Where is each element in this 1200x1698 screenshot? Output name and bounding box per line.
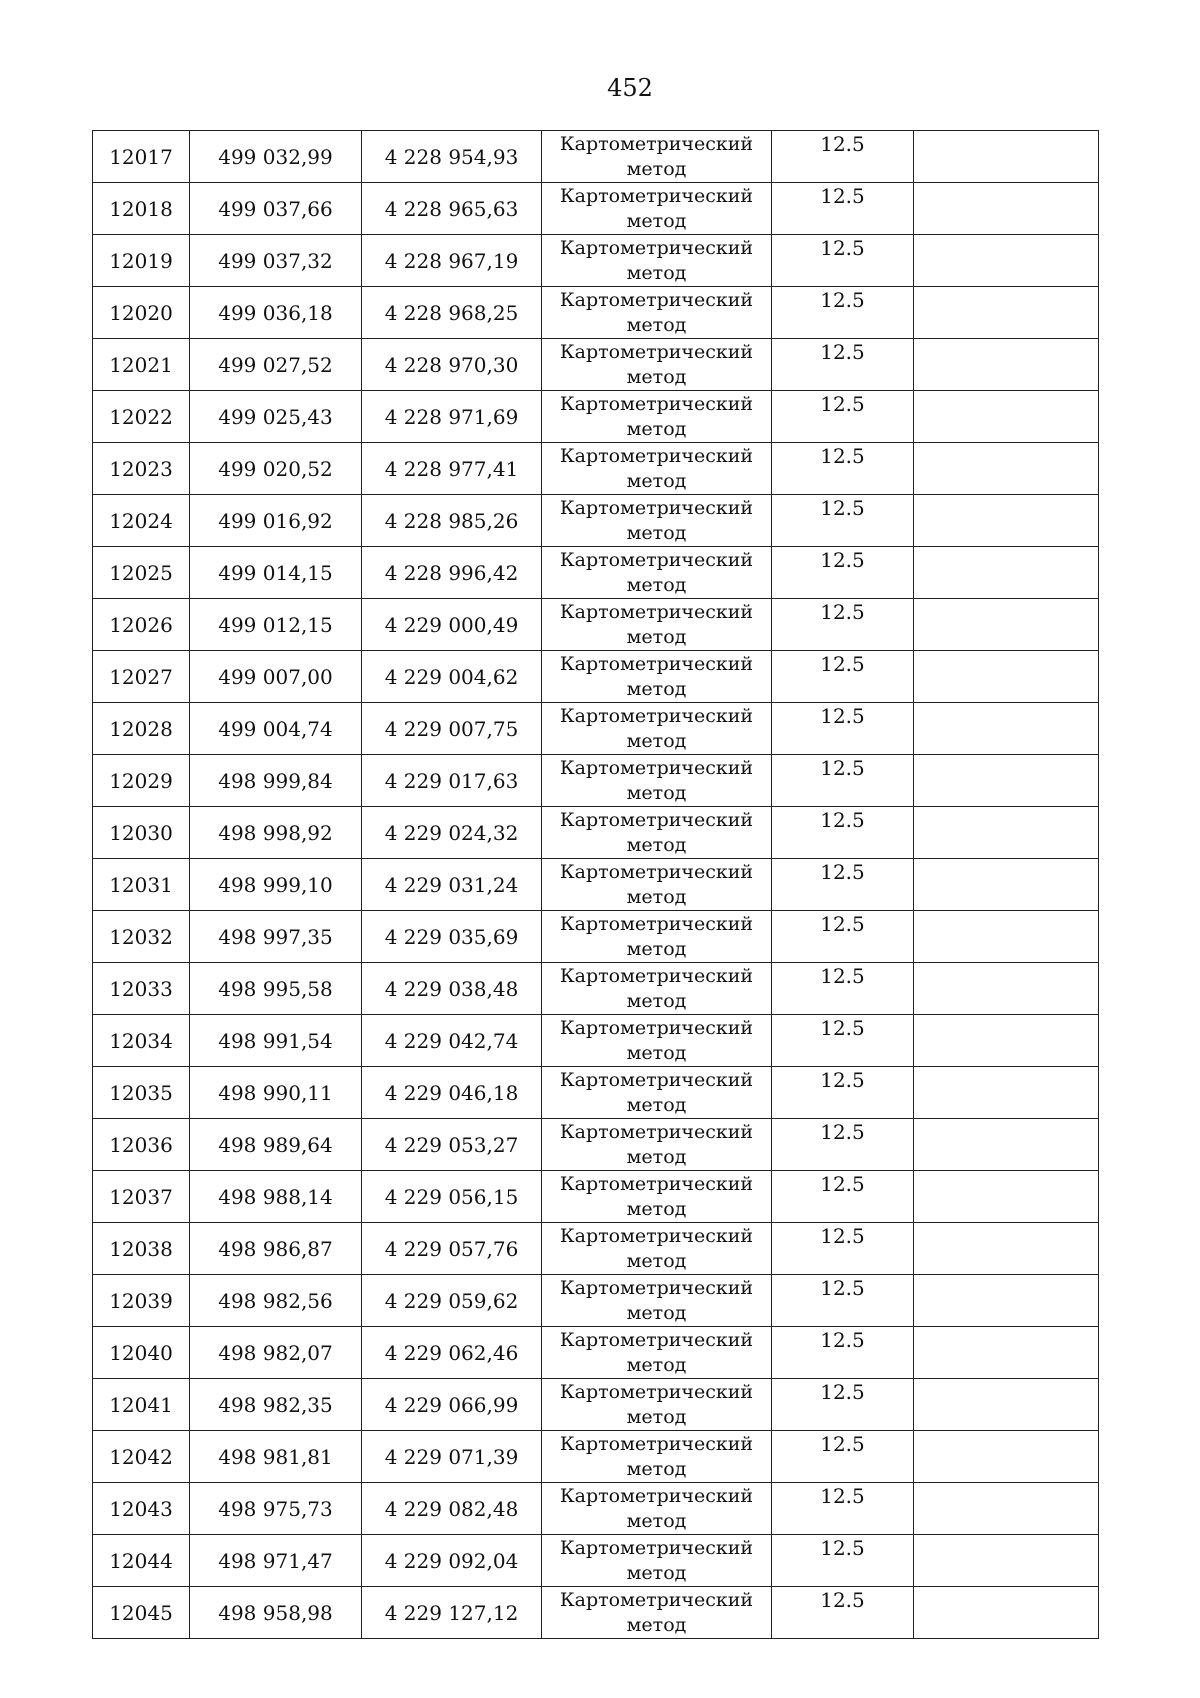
empty-cell	[914, 807, 1099, 859]
y-coordinate-cell: 4 229 066,99	[362, 1379, 542, 1431]
table-row	[93, 599, 1099, 651]
y-coordinate-cell: 4 229 038,48	[362, 963, 542, 1015]
point-id-cell: 12023	[93, 443, 190, 495]
x-coordinate-cell: 499 014,15	[190, 547, 362, 599]
y-coordinate-cell: 4 229 000,49	[362, 599, 542, 651]
empty-cell	[914, 443, 1099, 495]
method-cell	[542, 1275, 772, 1327]
empty-cell	[914, 391, 1099, 443]
accuracy-cell: 12.5	[772, 235, 914, 287]
method-label-line2: метод	[626, 1614, 687, 1636]
method-label-line2: метод	[626, 1198, 687, 1220]
accuracy-cell: 12.5	[772, 391, 914, 443]
method-label-line1: Картометрический	[559, 1277, 754, 1299]
method-label-line1: Картометрический	[559, 1433, 754, 1455]
method-label-line2: метод	[626, 314, 687, 336]
table-row	[93, 235, 1099, 287]
accuracy-cell: 12.5	[772, 1327, 914, 1379]
y-coordinate-cell: 4 229 035,69	[362, 911, 542, 963]
method-label-line2: метод	[626, 522, 687, 544]
table-row	[93, 495, 1099, 547]
y-coordinate-cell: 4 229 082,48	[362, 1483, 542, 1535]
accuracy-cell: 12.5	[772, 1587, 914, 1639]
method-label-line1: Картометрический	[559, 1329, 754, 1351]
method-label-line1: Картометрический	[559, 1173, 754, 1195]
method-cell	[542, 131, 772, 183]
empty-cell	[914, 235, 1099, 287]
table-row	[93, 1535, 1099, 1587]
method-label-line2: метод	[626, 574, 687, 596]
y-coordinate-cell: 4 228 968,25	[362, 287, 542, 339]
point-id-cell: 12039	[93, 1275, 190, 1327]
x-coordinate-cell: 499 037,32	[190, 235, 362, 287]
method-label-line1: Картометрический	[559, 497, 754, 519]
table-row	[93, 1223, 1099, 1275]
y-coordinate-cell: 4 228 967,19	[362, 235, 542, 287]
table-row	[93, 1587, 1099, 1639]
x-coordinate-cell: 499 027,52	[190, 339, 362, 391]
method-cell	[542, 911, 772, 963]
table-row	[93, 1119, 1099, 1171]
method-label-line1: Картометрический	[559, 393, 754, 415]
y-coordinate-cell: 4 228 954,93	[362, 131, 542, 183]
method-cell	[542, 1067, 772, 1119]
empty-cell	[914, 1327, 1099, 1379]
point-id-cell: 12025	[93, 547, 190, 599]
y-coordinate-cell: 4 229 042,74	[362, 1015, 542, 1067]
point-id-cell: 12037	[93, 1171, 190, 1223]
x-coordinate-cell: 499 012,15	[190, 599, 362, 651]
table-row	[93, 443, 1099, 495]
method-cell	[542, 1535, 772, 1587]
table-row	[93, 911, 1099, 963]
method-label-line1: Картометрический	[559, 705, 754, 727]
accuracy-cell: 12.5	[772, 963, 914, 1015]
y-coordinate-cell: 4 229 031,24	[362, 859, 542, 911]
method-cell	[542, 235, 772, 287]
empty-cell	[914, 1587, 1099, 1639]
empty-cell	[914, 859, 1099, 911]
point-id-cell: 12020	[93, 287, 190, 339]
point-id-cell: 12036	[93, 1119, 190, 1171]
x-coordinate-cell: 499 032,99	[190, 131, 362, 183]
empty-cell	[914, 495, 1099, 547]
point-id-cell: 12032	[93, 911, 190, 963]
method-cell	[542, 1587, 772, 1639]
empty-cell	[914, 183, 1099, 235]
empty-cell	[914, 1171, 1099, 1223]
method-label-line2: метод	[626, 470, 687, 492]
method-cell	[542, 443, 772, 495]
method-label-line2: метод	[626, 1510, 687, 1532]
point-id-cell: 12027	[93, 651, 190, 703]
method-label-line1: Картометрический	[559, 1069, 754, 1091]
method-cell	[542, 1483, 772, 1535]
method-cell	[542, 703, 772, 755]
table-row	[93, 651, 1099, 703]
accuracy-cell: 12.5	[772, 1483, 914, 1535]
accuracy-cell: 12.5	[772, 1431, 914, 1483]
method-cell	[542, 807, 772, 859]
accuracy-cell: 12.5	[772, 1067, 914, 1119]
y-coordinate-cell: 4 228 985,26	[362, 495, 542, 547]
point-id-cell: 12044	[93, 1535, 190, 1587]
accuracy-cell: 12.5	[772, 1379, 914, 1431]
method-label-line1: Картометрический	[559, 601, 754, 623]
point-id-cell: 12029	[93, 755, 190, 807]
method-label-line1: Картометрический	[559, 861, 754, 883]
method-label-line1: Картометрический	[559, 965, 754, 987]
method-label-line1: Картометрический	[559, 445, 754, 467]
empty-cell	[914, 1535, 1099, 1587]
accuracy-cell: 12.5	[772, 1223, 914, 1275]
x-coordinate-cell: 499 007,00	[190, 651, 362, 703]
method-cell	[542, 287, 772, 339]
method-label-line2: метод	[626, 366, 687, 388]
method-label-line1: Картометрический	[559, 185, 754, 207]
empty-cell	[914, 755, 1099, 807]
method-cell	[542, 651, 772, 703]
accuracy-cell: 12.5	[772, 339, 914, 391]
coordinates-table	[92, 130, 1099, 1639]
y-coordinate-cell: 4 229 062,46	[362, 1327, 542, 1379]
method-cell	[542, 1379, 772, 1431]
method-label-line2: метод	[626, 1354, 687, 1376]
method-label-line1: Картометрический	[559, 653, 754, 675]
empty-cell	[914, 1223, 1099, 1275]
method-label-line2: метод	[626, 158, 687, 180]
accuracy-cell: 12.5	[772, 859, 914, 911]
empty-cell	[914, 287, 1099, 339]
x-coordinate-cell: 499 036,18	[190, 287, 362, 339]
y-coordinate-cell: 4 228 965,63	[362, 183, 542, 235]
method-label-line1: Картометрический	[559, 913, 754, 935]
empty-cell	[914, 1483, 1099, 1535]
point-id-cell: 12045	[93, 1587, 190, 1639]
y-coordinate-cell: 4 229 057,76	[362, 1223, 542, 1275]
method-label-line1: Картометрический	[559, 549, 754, 571]
x-coordinate-cell: 498 997,35	[190, 911, 362, 963]
method-cell	[542, 339, 772, 391]
x-coordinate-cell: 498 995,58	[190, 963, 362, 1015]
method-cell	[542, 1015, 772, 1067]
accuracy-cell: 12.5	[772, 287, 914, 339]
method-label-line2: метод	[626, 418, 687, 440]
point-id-cell: 12031	[93, 859, 190, 911]
method-cell	[542, 963, 772, 1015]
accuracy-cell: 12.5	[772, 547, 914, 599]
method-cell	[542, 183, 772, 235]
table-row	[93, 859, 1099, 911]
table-row	[93, 131, 1099, 183]
point-id-cell: 12021	[93, 339, 190, 391]
point-id-cell: 12018	[93, 183, 190, 235]
y-coordinate-cell: 4 229 071,39	[362, 1431, 542, 1483]
table-row	[93, 807, 1099, 859]
y-coordinate-cell: 4 228 996,42	[362, 547, 542, 599]
method-cell	[542, 1171, 772, 1223]
method-label-line1: Картометрический	[559, 237, 754, 259]
method-cell	[542, 599, 772, 651]
empty-cell	[914, 651, 1099, 703]
table-row	[93, 1067, 1099, 1119]
x-coordinate-cell: 498 991,54	[190, 1015, 362, 1067]
empty-cell	[914, 1015, 1099, 1067]
method-cell	[542, 755, 772, 807]
accuracy-cell: 12.5	[772, 1171, 914, 1223]
table-row	[93, 1483, 1099, 1535]
y-coordinate-cell: 4 229 092,04	[362, 1535, 542, 1587]
point-id-cell: 12030	[93, 807, 190, 859]
accuracy-cell: 12.5	[772, 131, 914, 183]
x-coordinate-cell: 498 999,10	[190, 859, 362, 911]
x-coordinate-cell: 498 982,35	[190, 1379, 362, 1431]
empty-cell	[914, 547, 1099, 599]
accuracy-cell: 12.5	[772, 1535, 914, 1587]
accuracy-cell: 12.5	[772, 755, 914, 807]
point-id-cell: 12038	[93, 1223, 190, 1275]
x-coordinate-cell: 498 988,14	[190, 1171, 362, 1223]
method-label-line2: метод	[626, 1250, 687, 1272]
method-cell	[542, 547, 772, 599]
method-label-line1: Картометрический	[559, 1537, 754, 1559]
method-label-line1: Картометрический	[559, 1485, 754, 1507]
accuracy-cell: 12.5	[772, 1275, 914, 1327]
table-row	[93, 1379, 1099, 1431]
method-label-line1: Картометрический	[559, 1017, 754, 1039]
y-coordinate-cell: 4 228 977,41	[362, 443, 542, 495]
y-coordinate-cell: 4 229 127,12	[362, 1587, 542, 1639]
point-id-cell: 12040	[93, 1327, 190, 1379]
accuracy-cell: 12.5	[772, 703, 914, 755]
table-row	[93, 755, 1099, 807]
x-coordinate-cell: 498 998,92	[190, 807, 362, 859]
y-coordinate-cell: 4 229 007,75	[362, 703, 542, 755]
method-label-line1: Картометрический	[559, 757, 754, 779]
table-row	[93, 1171, 1099, 1223]
x-coordinate-cell: 498 990,11	[190, 1067, 362, 1119]
point-id-cell: 12026	[93, 599, 190, 651]
empty-cell	[914, 1431, 1099, 1483]
method-label-line2: метод	[626, 938, 687, 960]
table-row	[93, 1015, 1099, 1067]
point-id-cell: 12019	[93, 235, 190, 287]
point-id-cell: 12024	[93, 495, 190, 547]
point-id-cell: 12017	[93, 131, 190, 183]
accuracy-cell: 12.5	[772, 911, 914, 963]
method-label-line2: метод	[626, 1146, 687, 1168]
method-cell	[542, 495, 772, 547]
method-label-line2: метод	[626, 1406, 687, 1428]
accuracy-cell: 12.5	[772, 599, 914, 651]
y-coordinate-cell: 4 229 053,27	[362, 1119, 542, 1171]
method-label-line2: метод	[626, 1302, 687, 1324]
point-id-cell: 12022	[93, 391, 190, 443]
point-id-cell: 12041	[93, 1379, 190, 1431]
method-cell	[542, 1431, 772, 1483]
empty-cell	[914, 963, 1099, 1015]
x-coordinate-cell: 499 004,74	[190, 703, 362, 755]
x-coordinate-cell: 499 016,92	[190, 495, 362, 547]
table-row	[93, 703, 1099, 755]
empty-cell	[914, 1275, 1099, 1327]
method-cell	[542, 1327, 772, 1379]
method-label-line1: Картометрический	[559, 133, 754, 155]
empty-cell	[914, 1119, 1099, 1171]
x-coordinate-cell: 498 981,81	[190, 1431, 362, 1483]
table-row	[93, 183, 1099, 235]
y-coordinate-cell: 4 229 056,15	[362, 1171, 542, 1223]
method-label-line2: метод	[626, 886, 687, 908]
method-label-line2: метод	[626, 678, 687, 700]
y-coordinate-cell: 4 228 970,30	[362, 339, 542, 391]
x-coordinate-cell: 498 975,73	[190, 1483, 362, 1535]
y-coordinate-cell: 4 229 024,32	[362, 807, 542, 859]
y-coordinate-cell: 4 229 059,62	[362, 1275, 542, 1327]
method-label-line1: Картометрический	[559, 1225, 754, 1247]
x-coordinate-cell: 498 999,84	[190, 755, 362, 807]
table-row	[93, 1431, 1099, 1483]
x-coordinate-cell: 498 982,56	[190, 1275, 362, 1327]
point-id-cell: 12034	[93, 1015, 190, 1067]
table-row	[93, 963, 1099, 1015]
x-coordinate-cell: 499 037,66	[190, 183, 362, 235]
x-coordinate-cell: 498 982,07	[190, 1327, 362, 1379]
method-label-line1: Картометрический	[559, 809, 754, 831]
point-id-cell: 12042	[93, 1431, 190, 1483]
method-label-line2: метод	[626, 782, 687, 804]
method-label-line2: метод	[626, 834, 687, 856]
method-label-line1: Картометрический	[559, 289, 754, 311]
method-cell	[542, 859, 772, 911]
method-label-line1: Картометрический	[559, 1381, 754, 1403]
method-label-line2: метод	[626, 990, 687, 1012]
method-label-line2: метод	[626, 210, 687, 232]
x-coordinate-cell: 498 989,64	[190, 1119, 362, 1171]
method-label-line2: метод	[626, 1562, 687, 1584]
method-cell	[542, 1119, 772, 1171]
table-row	[93, 391, 1099, 443]
method-label-line2: метод	[626, 626, 687, 648]
table-row	[93, 287, 1099, 339]
accuracy-cell: 12.5	[772, 1119, 914, 1171]
accuracy-cell: 12.5	[772, 651, 914, 703]
empty-cell	[914, 703, 1099, 755]
method-label-line2: метод	[626, 262, 687, 284]
x-coordinate-cell: 498 958,98	[190, 1587, 362, 1639]
method-label-line2: метод	[626, 1458, 687, 1480]
coordinates-table-body	[93, 131, 1099, 1639]
point-id-cell: 12043	[93, 1483, 190, 1535]
page-number: 452	[607, 74, 653, 102]
empty-cell	[914, 339, 1099, 391]
table-row	[93, 547, 1099, 599]
accuracy-cell: 12.5	[772, 1015, 914, 1067]
empty-cell	[914, 599, 1099, 651]
method-cell	[542, 391, 772, 443]
method-cell	[542, 1223, 772, 1275]
empty-cell	[914, 1067, 1099, 1119]
x-coordinate-cell: 499 025,43	[190, 391, 362, 443]
method-label-line1: Картометрический	[559, 341, 754, 363]
accuracy-cell: 12.5	[772, 495, 914, 547]
x-coordinate-cell: 498 971,47	[190, 1535, 362, 1587]
y-coordinate-cell: 4 229 017,63	[362, 755, 542, 807]
point-id-cell: 12033	[93, 963, 190, 1015]
empty-cell	[914, 911, 1099, 963]
method-label-line1: Картометрический	[559, 1589, 754, 1611]
method-label-line2: метод	[626, 1094, 687, 1116]
method-label-line1: Картометрический	[559, 1121, 754, 1143]
table-row	[93, 1275, 1099, 1327]
table-row	[93, 1327, 1099, 1379]
x-coordinate-cell: 498 986,87	[190, 1223, 362, 1275]
empty-cell	[914, 1379, 1099, 1431]
y-coordinate-cell: 4 229 046,18	[362, 1067, 542, 1119]
point-id-cell: 12028	[93, 703, 190, 755]
y-coordinate-cell: 4 229 004,62	[362, 651, 542, 703]
x-coordinate-cell: 499 020,52	[190, 443, 362, 495]
empty-cell	[914, 131, 1099, 183]
accuracy-cell: 12.5	[772, 183, 914, 235]
y-coordinate-cell: 4 228 971,69	[362, 391, 542, 443]
method-label-line2: метод	[626, 730, 687, 752]
accuracy-cell: 12.5	[772, 807, 914, 859]
method-label-line2: метод	[626, 1042, 687, 1064]
point-id-cell: 12035	[93, 1067, 190, 1119]
accuracy-cell: 12.5	[772, 443, 914, 495]
table-row	[93, 339, 1099, 391]
